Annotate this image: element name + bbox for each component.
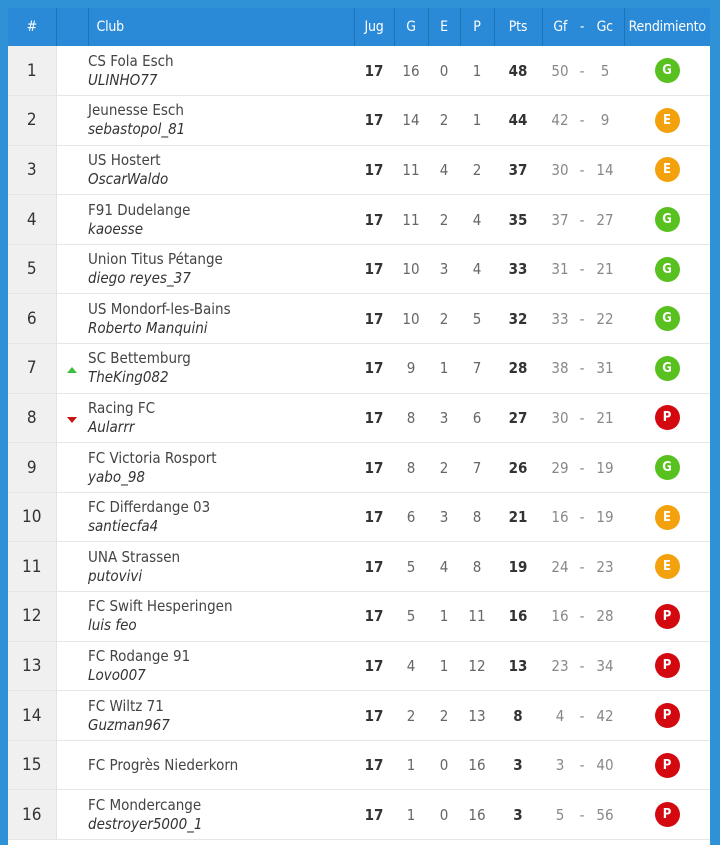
club-cell [88, 641, 354, 691]
goals-for-cell: 33 [551, 309, 569, 328]
performance-badge: E [655, 505, 680, 530]
trend-cell [56, 492, 88, 542]
position-cell: 5 [8, 244, 56, 294]
goals-against-cell: 21 [596, 260, 614, 279]
lost-cell: 16 [468, 805, 486, 824]
lost-cell: 6 [472, 408, 482, 427]
table-row[interactable] [8, 46, 710, 96]
performance-cell [624, 542, 710, 592]
goals-separator: - [579, 408, 585, 427]
goals-separator: - [579, 458, 585, 477]
trend-cell [56, 790, 88, 840]
lost-cell: 7 [472, 458, 482, 477]
club-cell [88, 592, 354, 642]
team-name[interactable]: Union Titus Pétange [88, 250, 223, 269]
club-cell [88, 195, 354, 245]
position-cell: 1 [8, 46, 56, 96]
performance-badge: G [655, 356, 680, 381]
goals-separator: - [579, 656, 585, 675]
drawn-cell: 2 [439, 706, 449, 725]
table-row[interactable] [8, 393, 710, 443]
club-cell [88, 294, 354, 344]
header-club[interactable]: Club [88, 8, 354, 46]
table-row[interactable] [8, 492, 710, 542]
played-cell: 17 [364, 756, 384, 775]
header-goals-against[interactable]: Gc [586, 8, 624, 46]
manager-name[interactable]: kaoesse [88, 219, 144, 238]
points-cell: 3 [513, 756, 523, 775]
goals-separator: - [579, 309, 585, 328]
manager-name[interactable]: santiecfa4 [88, 517, 159, 536]
goals-separator: - [579, 805, 585, 824]
position-cell: 10 [8, 492, 56, 542]
manager-name[interactable]: TheKing082 [88, 368, 169, 387]
goals-separator: - [579, 508, 585, 527]
team-name[interactable]: FC Swift Hesperingen [88, 597, 233, 616]
performance-cell [624, 96, 710, 146]
club-cell [88, 145, 354, 195]
position-cell: 9 [8, 443, 56, 493]
played-cell: 17 [364, 111, 384, 130]
table-row[interactable] [8, 740, 710, 790]
goals-separator: - [579, 359, 585, 378]
position-cell: 16 [8, 790, 56, 840]
goals-separator: - [579, 557, 585, 576]
goals-for-cell: 24 [551, 557, 569, 576]
played-cell: 17 [364, 805, 384, 824]
performance-badge: P [655, 703, 680, 728]
performance-cell [624, 294, 710, 344]
goals-separator: - [579, 260, 585, 279]
points-cell: 21 [508, 508, 528, 527]
goals-for-cell: 30 [551, 408, 569, 427]
goals-for-cell: 42 [551, 111, 569, 130]
played-cell: 17 [364, 359, 384, 378]
goals-separator: - [579, 61, 585, 80]
performance-cell [624, 46, 710, 96]
drawn-cell: 4 [439, 160, 449, 179]
performance-cell [624, 344, 710, 394]
drawn-cell: 1 [439, 359, 449, 378]
won-cell: 14 [402, 111, 420, 130]
goals-for-cell: 50 [551, 61, 569, 80]
performance-badge: G [655, 207, 680, 232]
performance-badge: P [655, 653, 680, 678]
won-cell: 10 [402, 309, 420, 328]
goals-against-cell: 21 [596, 408, 614, 427]
position-cell: 4 [8, 195, 56, 245]
trend-cell [56, 244, 88, 294]
drawn-cell: 1 [439, 656, 449, 675]
performance-badge: E [655, 108, 680, 133]
goals-against-cell: 14 [596, 160, 614, 179]
goals-separator: - [579, 160, 585, 179]
performance-cell [624, 492, 710, 542]
manager-name[interactable]: Aularrr [88, 417, 135, 436]
lost-cell: 16 [468, 756, 486, 775]
performance-cell [624, 740, 710, 790]
played-cell: 17 [364, 706, 384, 725]
played-cell: 17 [364, 309, 384, 328]
goals-against-cell: 34 [596, 656, 614, 675]
performance-badge: G [655, 257, 680, 282]
team-name[interactable]: F91 Dudelange [88, 200, 191, 219]
table-row[interactable] [8, 641, 710, 691]
played-cell: 17 [364, 458, 384, 477]
goals-for-cell: 38 [551, 359, 569, 378]
standings-panel [8, 8, 710, 845]
played-cell: 17 [364, 557, 384, 576]
performance-cell [624, 691, 710, 741]
position-cell: 15 [8, 740, 56, 790]
header-points[interactable]: Pts [494, 8, 542, 46]
header-lost[interactable]: P [460, 8, 494, 46]
goals-for-cell: 16 [551, 607, 569, 626]
points-cell: 19 [508, 557, 528, 576]
performance-cell [624, 592, 710, 642]
goals-for-cell: 23 [551, 656, 569, 675]
table-row[interactable] [8, 592, 710, 642]
goals-separator: - [579, 607, 585, 626]
played-cell: 17 [364, 408, 384, 427]
drawn-cell: 1 [439, 607, 449, 626]
performance-cell [624, 790, 710, 840]
played-cell: 17 [364, 508, 384, 527]
drawn-cell: 3 [439, 408, 449, 427]
points-cell: 28 [508, 359, 528, 378]
goals-for-cell: 37 [551, 210, 569, 229]
position-cell: 3 [8, 145, 56, 195]
goals-for-cell: 30 [551, 160, 569, 179]
club-cell [88, 790, 354, 840]
lost-cell: 12 [468, 656, 486, 675]
points-cell: 3 [513, 805, 523, 824]
lost-cell: 2 [472, 160, 482, 179]
points-cell: 8 [513, 706, 523, 725]
drawn-cell: 2 [439, 210, 449, 229]
goals-against-cell: 42 [596, 706, 614, 725]
header-position[interactable]: # [8, 8, 56, 46]
goals-for-cell: 5 [555, 805, 565, 824]
won-cell: 11 [402, 160, 420, 179]
won-cell: 6 [406, 508, 416, 527]
performance-badge: E [655, 157, 680, 182]
manager-name[interactable]: Lovo007 [88, 665, 146, 684]
won-cell: 1 [406, 756, 416, 775]
goals-against-cell: 5 [600, 61, 610, 80]
goals-against-cell: 27 [596, 210, 614, 229]
goals-against-cell: 23 [596, 557, 614, 576]
goals-against-cell: 19 [596, 458, 614, 477]
team-name[interactable]: US Mondorf-les-Bains [88, 299, 231, 318]
team-name[interactable]: FC Differdange 03 [88, 498, 211, 517]
manager-name[interactable]: luis feo [88, 616, 137, 635]
played-cell: 17 [364, 656, 384, 675]
lost-cell: 1 [472, 111, 482, 130]
performance-cell [624, 393, 710, 443]
played-cell: 17 [364, 607, 384, 626]
points-cell: 27 [508, 408, 528, 427]
table-row[interactable] [8, 244, 710, 294]
position-cell: 7 [8, 344, 56, 394]
trend-cell [56, 641, 88, 691]
trend-cell [56, 542, 88, 592]
drawn-cell: 4 [439, 557, 449, 576]
won-cell: 8 [406, 408, 416, 427]
manager-name[interactable]: putovivi [88, 566, 143, 585]
table-row[interactable] [8, 790, 710, 840]
standings-table [8, 8, 710, 840]
team-name[interactable]: SC Bettemburg [88, 349, 191, 368]
club-cell [88, 691, 354, 741]
goals-against-cell: 40 [596, 756, 614, 775]
team-name[interactable]: UNA Strassen [88, 547, 181, 566]
performance-cell [624, 641, 710, 691]
team-name[interactable]: FC Wiltz 71 [88, 696, 164, 715]
goals-against-cell: 19 [596, 508, 614, 527]
drawn-cell: 0 [439, 805, 449, 824]
goals-separator: - [579, 111, 585, 130]
club-cell [88, 96, 354, 146]
points-cell: 44 [508, 111, 528, 130]
header-dash: - [579, 19, 585, 35]
position-cell: 13 [8, 641, 56, 691]
goals-for-cell: 16 [551, 508, 569, 527]
played-cell: 17 [364, 160, 384, 179]
points-cell: 32 [508, 309, 528, 328]
trend-cell [56, 294, 88, 344]
club-cell [88, 344, 354, 394]
trend-cell [56, 592, 88, 642]
trend-cell [56, 393, 88, 443]
table-row[interactable] [8, 195, 710, 245]
lost-cell: 7 [472, 359, 482, 378]
header-won[interactable]: G [394, 8, 428, 46]
manager-name[interactable]: sebastopol_81 [88, 120, 186, 139]
won-cell: 1 [406, 805, 416, 824]
drawn-cell: 2 [439, 309, 449, 328]
lost-cell: 1 [472, 61, 482, 80]
won-cell: 5 [406, 607, 416, 626]
header-goals-for[interactable]: Gf [553, 19, 568, 35]
header-performance[interactable]: Rendimiento [628, 19, 706, 35]
trend-up-icon [67, 367, 77, 373]
performance-cell [624, 244, 710, 294]
position-cell: 6 [8, 294, 56, 344]
position-cell: 14 [8, 691, 56, 741]
points-cell: 33 [508, 260, 528, 279]
lost-cell: 4 [472, 260, 482, 279]
points-cell: 37 [508, 160, 528, 179]
club-cell [88, 393, 354, 443]
position-cell: 2 [8, 96, 56, 146]
team-name[interactable]: FC Rodange 91 [88, 646, 191, 665]
drawn-cell: 0 [439, 61, 449, 80]
header-drawn[interactable]: E [428, 8, 460, 46]
won-cell: 10 [402, 260, 420, 279]
club-cell [88, 740, 354, 790]
trend-cell [56, 96, 88, 146]
performance-cell [624, 195, 710, 245]
team-name[interactable]: FC Mondercange [88, 795, 202, 814]
team-name[interactable]: US Hostert [88, 150, 161, 169]
won-cell: 16 [402, 61, 420, 80]
performance-badge: G [655, 58, 680, 83]
goals-separator: - [579, 210, 585, 229]
club-cell [88, 244, 354, 294]
manager-name[interactable]: OscarWaldo [88, 169, 169, 188]
won-cell: 9 [406, 359, 416, 378]
played-cell: 17 [364, 61, 384, 80]
performance-badge: G [655, 455, 680, 480]
manager-name[interactable]: ULINHO77 [88, 70, 158, 89]
goals-for-cell: 3 [555, 756, 565, 775]
club-cell [88, 443, 354, 493]
manager-name[interactable]: Guzman967 [88, 715, 170, 734]
position-cell: 12 [8, 592, 56, 642]
team-name[interactable]: Jeunesse Esch [88, 101, 184, 120]
lost-cell: 13 [468, 706, 486, 725]
drawn-cell: 0 [439, 756, 449, 775]
goals-for-cell: 29 [551, 458, 569, 477]
performance-cell [624, 145, 710, 195]
drawn-cell: 3 [439, 508, 449, 527]
goals-separator: - [579, 756, 585, 775]
table-header-row [8, 8, 710, 46]
lost-cell: 4 [472, 210, 482, 229]
manager-name[interactable]: destroyer5000_1 [88, 814, 203, 833]
trend-cell [56, 443, 88, 493]
trend-cell [56, 145, 88, 195]
won-cell: 5 [406, 557, 416, 576]
team-name[interactable]: FC Progrès Niederkorn [88, 755, 239, 774]
position-cell: 8 [8, 393, 56, 443]
won-cell: 4 [406, 656, 416, 675]
points-cell: 16 [508, 607, 528, 626]
table-row[interactable] [8, 96, 710, 146]
table-row[interactable] [8, 542, 710, 592]
performance-badge: P [655, 604, 680, 629]
table-row[interactable] [8, 294, 710, 344]
trend-cell [56, 46, 88, 96]
goals-against-cell: 31 [596, 359, 614, 378]
points-cell: 35 [508, 210, 528, 229]
trend-cell [56, 344, 88, 394]
played-cell: 17 [364, 260, 384, 279]
performance-badge: P [655, 753, 680, 778]
points-cell: 48 [508, 61, 528, 80]
goals-against-cell: 22 [596, 309, 614, 328]
table-row[interactable] [8, 344, 710, 394]
table-row[interactable] [8, 443, 710, 493]
performance-badge: G [655, 306, 680, 331]
drawn-cell: 2 [439, 111, 449, 130]
drawn-cell: 2 [439, 458, 449, 477]
trend-cell [56, 691, 88, 741]
lost-cell: 8 [472, 557, 482, 576]
lost-cell: 5 [472, 309, 482, 328]
team-name[interactable]: Racing FC [88, 398, 156, 417]
position-cell: 11 [8, 542, 56, 592]
table-row[interactable] [8, 691, 710, 741]
drawn-cell: 3 [439, 260, 449, 279]
manager-name[interactable]: yabo_98 [88, 467, 145, 486]
won-cell: 2 [406, 706, 416, 725]
club-cell [88, 492, 354, 542]
performance-cell [624, 443, 710, 493]
header-played[interactable]: Jug [354, 8, 394, 46]
points-cell: 13 [508, 656, 528, 675]
performance-badge: P [655, 802, 680, 827]
table-row[interactable] [8, 145, 710, 195]
goals-against-cell: 56 [596, 805, 614, 824]
trend-cell [56, 740, 88, 790]
performance-badge: P [655, 405, 680, 430]
trend-cell [56, 195, 88, 245]
goals-against-cell: 28 [596, 607, 614, 626]
lost-cell: 11 [468, 607, 486, 626]
team-name[interactable]: FC Victoria Rosport [88, 448, 217, 467]
won-cell: 11 [402, 210, 420, 229]
club-cell [88, 542, 354, 592]
performance-badge: E [655, 554, 680, 579]
team-name[interactable]: CS Fola Esch [88, 51, 174, 70]
goals-for-cell: 31 [551, 260, 569, 279]
trend-down-icon [67, 417, 77, 423]
points-cell: 26 [508, 458, 528, 477]
goals-separator: - [579, 706, 585, 725]
club-cell [88, 46, 354, 96]
won-cell: 8 [406, 458, 416, 477]
lost-cell: 8 [472, 508, 482, 527]
header-trend [56, 8, 88, 46]
manager-name[interactable]: Roberto Manquini [88, 318, 208, 337]
goals-for-cell: 4 [555, 706, 565, 725]
goals-against-cell: 9 [600, 111, 610, 130]
manager-name[interactable]: diego reyes_37 [88, 269, 191, 288]
played-cell: 17 [364, 210, 384, 229]
